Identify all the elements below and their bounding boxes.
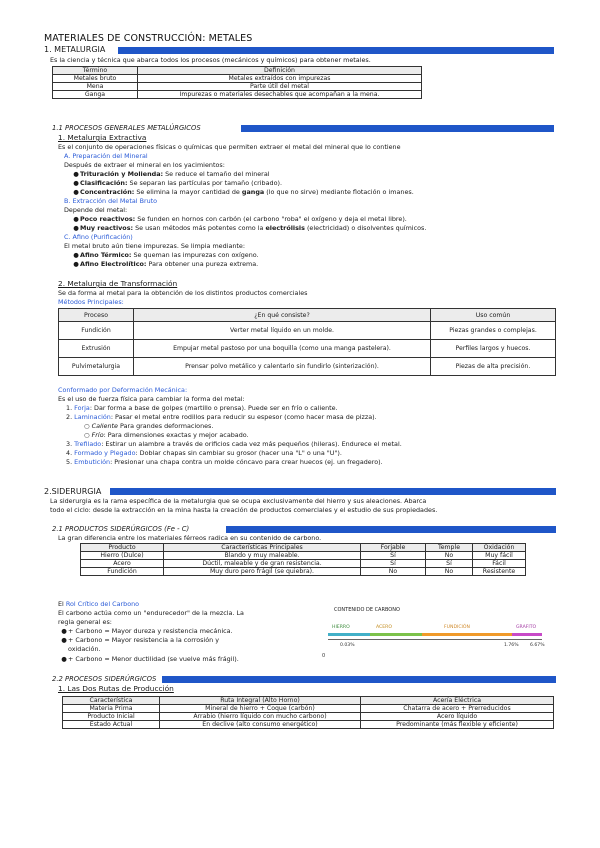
paragraph-title: 2. Metalurgia de Transformación	[58, 279, 178, 288]
table-cell: No	[426, 568, 473, 576]
methods-label: Métodos Principales:	[58, 298, 124, 306]
table-cell: Hierro (Dulce)	[81, 552, 164, 560]
table-cell: Arrabio (hierro líquido con mucho carbono)	[160, 713, 361, 721]
conformado-title: Conformado por Deformación Mecánica:	[58, 386, 188, 394]
list-item: ●Muy reactivos: Se usan métodos más potentes como la electrólisis (electricidad) o disolventes químicos.	[73, 224, 427, 232]
paragraph-text: Se da forma al metal para la obtención de los distintos productos comerciales	[58, 289, 308, 297]
table-header: Producto	[81, 544, 164, 552]
table-header: Acería Eléctrica	[361, 697, 554, 705]
paragraph-text: El metal bruto aún tiene impurezas. Se limpia mediante:	[64, 242, 245, 250]
table-cell: Blando y muy maleable.	[164, 552, 361, 560]
list-item: 4. Formado y Plegado: Doblar chapas sin cambiar su grosor (hacer una "L" o una "U").	[66, 449, 342, 457]
zero-label: 0	[322, 653, 326, 659]
table-cell: Resistente	[473, 568, 526, 576]
terms-table	[52, 66, 422, 99]
table-cell: Metales extraídos con impurezas	[138, 75, 422, 83]
tick-label: 6.67%	[530, 643, 545, 648]
table-header: Ruta Integral (Alto Horno)	[160, 697, 361, 705]
list-item: ●Clasificación: Se separan las partículas por tamaño (cribado).	[73, 179, 283, 187]
table-cell: En declive (alto consumo energético)	[160, 721, 361, 729]
subsection-heading: 2.1 PRODUCTOS SIDERÚRGICOS (Fe - C)	[52, 525, 190, 533]
list-item: ●Afino Térmico: Se queman las impurezas con oxígeno.	[73, 251, 259, 259]
table-header: Oxidación	[473, 544, 526, 552]
table-header: Proceso	[59, 309, 134, 322]
table-header: Término	[53, 67, 138, 75]
table-cell: Piezas de alta precisión.	[431, 358, 556, 376]
list-item: oxidación.	[68, 645, 101, 653]
subsection-heading: 2.2 PROCESOS SIDERÚRGICOS	[52, 675, 157, 683]
table-cell: Producto Inicial	[63, 713, 160, 721]
section-bar	[241, 125, 554, 132]
paragraph-text: El carbono actúa como un "endurecedor" de la mezcla. La	[58, 609, 244, 617]
zone-bar-hierro	[328, 633, 370, 636]
subsection-heading: 1.1 PROCESOS GENERALES METALÚRGICOS	[52, 124, 201, 132]
zone-label: FUNDICIÓN	[444, 625, 470, 630]
table-cell: No	[361, 568, 426, 576]
paragraph-title: 1. Metalurgia Extractiva	[58, 133, 147, 142]
section-bar	[226, 526, 556, 533]
paragraph-text: Es el uso de fuerza física para cambiar la forma del metal:	[58, 395, 245, 403]
list-item: 1. Forja: Dar forma a base de golpes (martillo o prensa). Puede ser en frío o caliente.	[66, 404, 338, 412]
table-cell: Ganga	[53, 91, 138, 99]
list-item: ●Afino Electrolítico: Para obtener una pureza extrema.	[73, 260, 259, 268]
table-cell: Materia Prima	[63, 705, 160, 713]
table-cell: Pulvimetalurgia	[59, 358, 134, 376]
table-cell: Mineral de hierro + Coque (carbón)	[160, 705, 361, 713]
scale-title: CONTENIDO DE CARBONO	[334, 607, 400, 613]
table-cell: Muy duro pero frágil (se quiebra).	[164, 568, 361, 576]
section-bar	[118, 47, 554, 54]
zone-bar-acero	[370, 633, 422, 636]
table-cell: Acero	[81, 560, 164, 568]
rol-heading: El Rol Crítico del Carbono	[58, 600, 140, 608]
zone-bar-fundicion	[422, 633, 512, 636]
table-cell: No	[426, 552, 473, 560]
section-intro: Es la ciencia y técnica que abarca todos los procesos (mecánicos y químicos) para obtener metales.	[50, 56, 371, 64]
table-header: Característica	[63, 697, 160, 705]
subheading-c: C. Afino (Purificación)	[64, 233, 133, 241]
table-header: Forjable	[361, 544, 426, 552]
document-title: MATERIALES DE CONSTRUCCIÓN: METALES	[44, 33, 253, 44]
table-header: Temple	[426, 544, 473, 552]
table-cell: Fundición	[81, 568, 164, 576]
table-cell: Empujar metal pastoso por una boquilla (como una manga pastelera).	[134, 340, 431, 358]
table-cell: Metales bruto	[53, 75, 138, 83]
carbon-scale	[322, 607, 548, 659]
section-bar	[162, 676, 556, 683]
list-item: 2. Laminación: Pasar el metal entre rodillos para reducir su espesor (como hacer masa de pizza).	[66, 413, 377, 421]
table-cell: Fácil	[473, 560, 526, 568]
products-table	[80, 543, 526, 576]
zone-label: GRAFITO	[516, 625, 537, 630]
tick-label: 0.03%	[340, 643, 355, 648]
section-bar	[110, 488, 556, 495]
list-item: ●+ Carbono = Mayor dureza y resistencia mecánica.	[61, 627, 233, 635]
list-item: ●Trituración y Molienda: Se reduce el tamaño del mineral	[73, 170, 270, 178]
table-cell: Muy fácil	[473, 552, 526, 560]
table-cell: Extrusión	[59, 340, 134, 358]
paragraph-text: regla general es:	[58, 618, 112, 626]
table-cell: Chatarra de acero + Prerreducidos	[361, 705, 554, 713]
paragraph-title: 1. Las Dos Rutas de Producción	[58, 684, 174, 693]
table-cell: Piezas grandes o complejas.	[431, 322, 556, 340]
table-header: ¿En qué consiste?	[134, 309, 431, 322]
list-item: ●+ Carbono = Menor ductilidad (se vuelve más frágil).	[61, 655, 239, 663]
table-cell: Impurezas o materiales desechables que acompañan a la mena.	[138, 91, 422, 99]
list-item: ●+ Carbono = Mayor resistencia a la corrosión y	[61, 636, 219, 644]
table-cell: Parte útil del metal	[138, 83, 422, 91]
list-item: ●Concentración: Se elimina la mayor cantidad de ganga (lo que no sirve) mediante flotación o imanes.	[73, 188, 414, 196]
table-cell: Mena	[53, 83, 138, 91]
section-heading-metalurgia: 1. METALURGIA	[44, 45, 106, 54]
table-cell: Verter metal líquido en un molde.	[134, 322, 431, 340]
tick-label: 1.76%	[504, 643, 519, 648]
section-intro: La siderurgia es la rama específica de la metalurgia que se ocupa exclusivamente del hierro y sus aleaciones. Abarca	[50, 497, 427, 505]
scale-axis	[328, 639, 542, 640]
table-cell: Estado Actual	[63, 721, 160, 729]
zone-label: HIERRO	[332, 625, 350, 630]
transformation-table	[58, 308, 556, 376]
table-cell: Sí	[361, 560, 426, 568]
table-cell: Prensar polvo metálico y calentarlo sin fundirlo (sinterización).	[134, 358, 431, 376]
paragraph-text: Después de extraer el mineral en los yacimientos:	[64, 161, 225, 169]
paragraph-text: La gran diferencia entre los materiales férreos radica en su contenido de carbono.	[58, 534, 322, 542]
section-heading-siderurgia: 2.SIDERURGIA	[44, 487, 102, 496]
table-cell: Acero líquido	[361, 713, 554, 721]
list-item: 5. Embutición: Presionar una chapa contra un molde cóncavo para crear huecos (ej. un fregadero).	[66, 458, 383, 466]
table-cell: Fundición	[59, 322, 134, 340]
paragraph-text: Es el conjunto de operaciones físicas o químicas que permiten extraer el metal del mineral que lo contiene	[58, 143, 401, 151]
subheading-a: A. Preparación del Mineral	[64, 152, 148, 160]
section-intro: todo el ciclo: desde la extracción en la mina hasta la creación de productos comerciales y el estudio de sus propiedades.	[50, 506, 438, 514]
zone-bar-grafito	[512, 633, 542, 636]
list-item: ●Poco reactivos: Se funden en hornos con carbón (el carbono "roba" el oxígeno y deja el metal libre).	[73, 215, 407, 223]
table-header: Uso común	[431, 309, 556, 322]
table-cell: Dúctil, maleable y de gran resistencia.	[164, 560, 361, 568]
paragraph-text: Depende del metal:	[64, 206, 128, 214]
routes-table	[62, 696, 554, 729]
table-cell: Sí	[361, 552, 426, 560]
subheading-b: B. Extracción del Metal Bruto	[64, 197, 158, 205]
table-header: Características Principales	[164, 544, 361, 552]
table-header: Definición	[138, 67, 422, 75]
table-cell: Perfiles largos y huecos.	[431, 340, 556, 358]
zone-label: ACERO	[376, 625, 392, 630]
list-item: 3. Trefilado: Estirar un alambre a través de orificios cada vez más pequeños (hileras). Endurece el metal.	[66, 440, 402, 448]
table-cell: Sí	[426, 560, 473, 568]
table-cell: Predominante (más flexible y eficiente)	[361, 721, 554, 729]
list-item: ○ Caliente Para grandes deformaciones.	[84, 422, 214, 430]
list-item: ○ Frío: Para dimensiones exactas y mejor acabado.	[84, 431, 249, 439]
